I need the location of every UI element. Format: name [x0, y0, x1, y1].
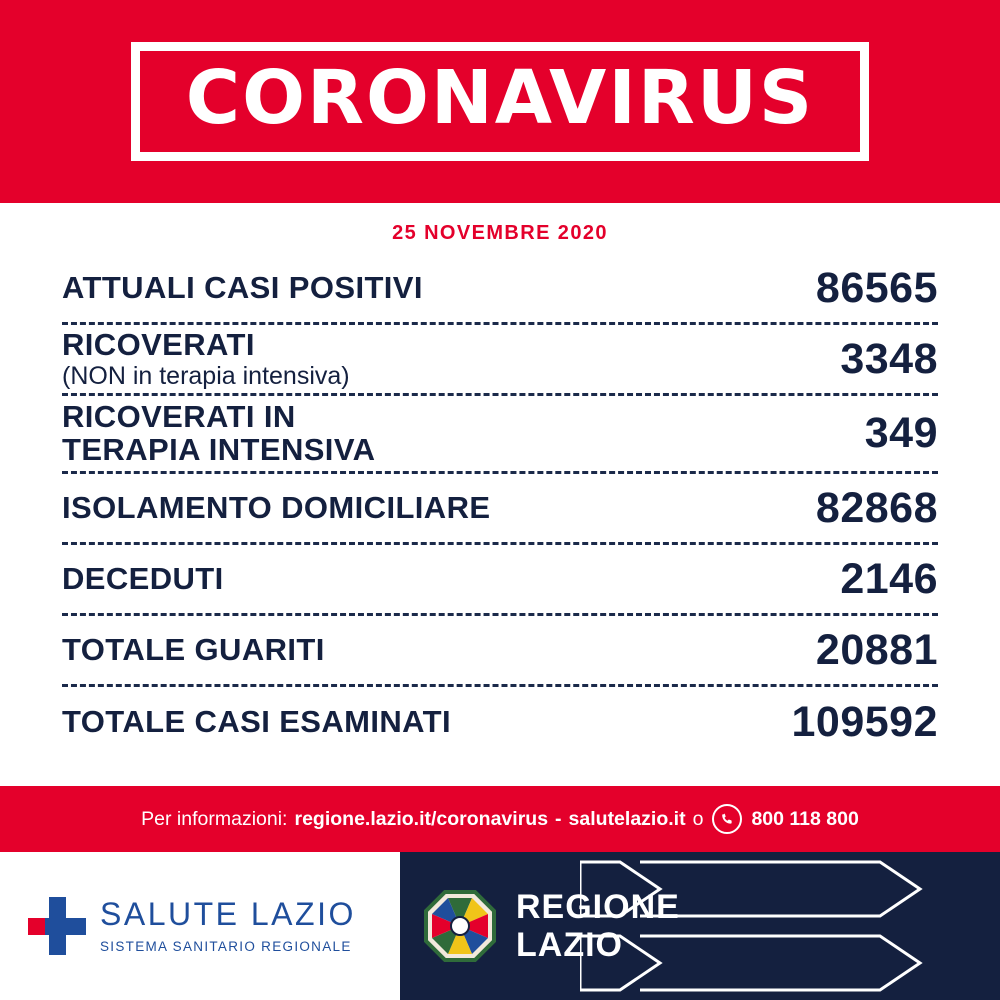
- header-frame: [131, 42, 869, 161]
- stat-label: ATTUALI CASI POSITIVI: [62, 269, 423, 305]
- header-banner: [0, 0, 1000, 203]
- table-row: [62, 396, 938, 474]
- stat-value: 109592: [791, 698, 938, 746]
- phone-icon: [712, 804, 742, 834]
- stat-label-line2: TERAPIA INTENSIVA: [62, 431, 376, 467]
- table-row: [62, 545, 938, 616]
- stat-value: 349: [864, 409, 938, 457]
- salute-lazio-title: SALUTE LAZIO: [100, 896, 356, 933]
- table-row: [62, 254, 938, 325]
- stat-value: 86565: [815, 263, 938, 312]
- stat-label-main: RICOVERATI: [62, 326, 255, 362]
- stat-label: [62, 326, 350, 390]
- info-conjunction: o: [692, 807, 704, 830]
- stat-label: RICOVERATI IN TERAPIA INTENSIVA: [62, 398, 376, 467]
- regione-lazio-emblem-icon: [424, 890, 496, 962]
- stat-label-sub: (NON in terapia intensiva): [62, 361, 350, 390]
- stat-label: TOTALE CASI ESAMINATI: [62, 704, 452, 740]
- stat-value: 3348: [840, 334, 938, 383]
- regione-lazio-logo: [400, 852, 1000, 1000]
- salute-lazio-text: [100, 897, 356, 954]
- table-row: [62, 325, 938, 396]
- stat-label: ISOLAMENTO DOMICILIARE: [62, 489, 491, 525]
- info-separator: -: [555, 807, 562, 830]
- info-intro: Per informazioni:: [141, 807, 288, 830]
- salute-lazio-logo: [0, 852, 400, 1000]
- report-date: 25 NOVEMBRE 2020: [392, 222, 608, 244]
- info-site-primary[interactable]: regione.lazio.it/coronavirus: [294, 807, 549, 830]
- info-bar: [0, 786, 1000, 852]
- stat-label: TOTALE GUARITI: [62, 631, 325, 667]
- salute-lazio-subtitle: SISTEMA SANITARIO REGIONALE: [100, 938, 352, 954]
- stat-value: 82868: [815, 483, 938, 532]
- table-row: [62, 616, 938, 687]
- date-row: [0, 203, 1000, 254]
- regione-line1: REGIONE: [516, 887, 680, 926]
- info-phone-number[interactable]: 800 118 800: [751, 807, 859, 830]
- stat-value: 2146: [840, 554, 938, 603]
- table-row: [62, 687, 938, 758]
- info-site-secondary[interactable]: salutelazio.it: [568, 807, 686, 830]
- stat-label: DECEDUTI: [62, 560, 224, 596]
- regione-lazio-text: [516, 888, 680, 964]
- statistics-table: [0, 254, 1000, 786]
- health-cross-icon: [28, 897, 86, 955]
- stat-value: 20881: [815, 625, 938, 674]
- footer: [0, 852, 1000, 1000]
- regione-line2: LAZIO: [516, 926, 623, 964]
- page-title: CORONAVIRUS: [185, 54, 815, 141]
- table-row: [62, 474, 938, 545]
